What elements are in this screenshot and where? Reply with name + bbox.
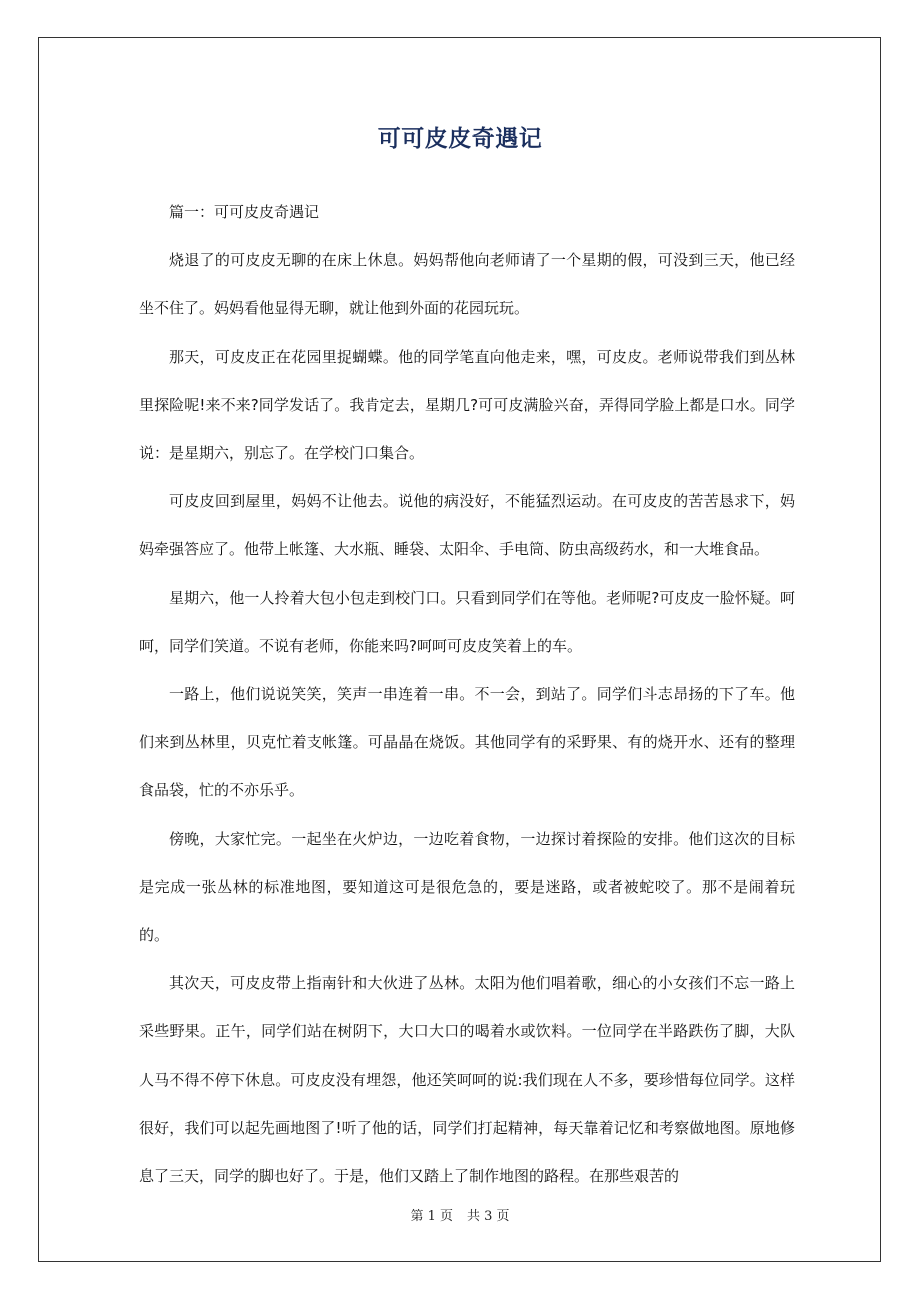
document-body <box>139 188 795 1200</box>
section-heading: 篇一：可可皮皮奇遇记 <box>169 203 320 221</box>
paragraph: 傍晚，大家忙完。一起坐在火炉边，一边吃着食物，一边探讨着探险的安排。他们这次的目标是完成一张丛林的标准地图，要知道这可是很危急的，要是迷路，或者被蛇咬了。那不是闹着玩的。 <box>139 829 795 945</box>
page-number: 第 1 页 <box>410 1209 453 1224</box>
page-total: 共 3 页 <box>467 1209 510 1224</box>
paragraph: 那天，可皮皮正在花园里捉蝴蝶。他的同学笔直向他走来，嘿，可皮皮。老师说带我们到丛林里探险呢!来不来?同学发话了。我肯定去，星期几?可可皮满脸兴奋，弄得同学脸上都是口水。同学说：是星期六，别忘了。在学校门口集合。 <box>139 347 795 463</box>
paragraph: 星期六，他一人拎着大包小包走到校门口。只看到同学们在等他。老师呢?可皮皮一脸怀疑。呵呵，同学们笑道。不说有老师，你能来吗?呵呵可皮皮笑着上的车。 <box>139 588 795 655</box>
paragraph: 其次天，可皮皮带上指南针和大伙进了丛林。太阳为他们唱着歌，细心的小女孩们不忘一路上采些野果。正午，同学们站在树阴下，大口大口的喝着水或饮料。一位同学在半路跌伤了脚，大队人马不得不停下休息。可皮皮没有埋怨，他还笑呵呵的说:我们现在人不多，要珍惜每位同学。这样很好，我们可以起先画地图了!听了他的话，同学们打起精神，每天靠着记忆和考察做地图。原地修息了三天，同学的脚也好了。于是，他们又踏上了制作地图的路程。在那些艰苦的 <box>139 974 795 1186</box>
paragraph: 烧退了的可皮皮无聊的在床上休息。妈妈帮他向老师请了一个星期的假，可没到三天，他已经坐不住了。妈妈看他显得无聊，就让他到外面的花园玩玩。 <box>139 251 795 318</box>
paragraph: 可皮皮回到屋里，妈妈不让他去。说他的病没好，不能猛烈运动。在可皮皮的苦苦恳求下，妈妈牵强答应了。他带上帐篷、大水瓶、睡袋、太阳伞、手电筒、防虫高级药水，和一大堆食品。 <box>139 492 795 559</box>
paragraph: 一路上，他们说说笑笑，笑声一串连着一串。不一会，到站了。同学们斗志昂扬的下了车。他们来到丛林里，贝克忙着支帐篷。可晶晶在烧饭。其他同学有的采野果、有的烧开水、还有的整理食品袋，忙的不亦乐乎。 <box>139 685 795 800</box>
document-title: 可可皮皮奇遇记 <box>377 126 543 152</box>
page-footer <box>0 1205 920 1224</box>
